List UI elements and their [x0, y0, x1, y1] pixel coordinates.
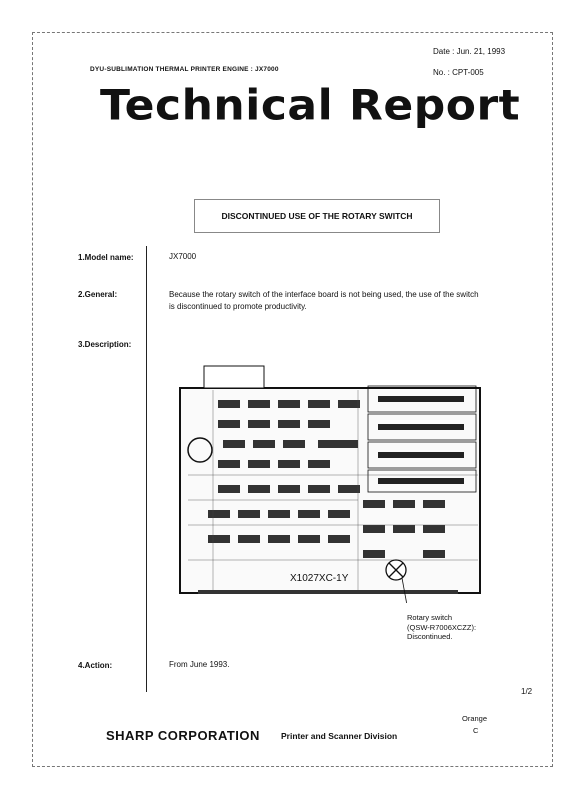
stamp-line-2: C [473, 726, 479, 735]
report-date: Date : Jun. 21, 1993 [433, 47, 506, 56]
model-value: JX7000 [169, 252, 197, 261]
action-label: 4.Action: [78, 661, 113, 670]
report-title: Technical Report [100, 81, 521, 130]
subject-box [194, 199, 440, 233]
rotary-switch-callout [407, 613, 497, 642]
action-value: From June 1993. [169, 660, 230, 669]
subject-text: DISCONTINUED USE OF THE ROTARY SWITCH [221, 211, 413, 221]
callout-line-1: Rotary switch [407, 613, 453, 622]
stamp-line-1: Orange [462, 714, 488, 723]
page-number: 1/2 [521, 687, 533, 696]
report-number: No. : CPT-005 [433, 68, 484, 77]
callout-line-3: Discontinued. [407, 632, 453, 641]
description-label: 3.Description: [78, 340, 132, 349]
model-label: 1.Model name: [78, 253, 134, 262]
general-line-1: Because the rotary switch of the interface board is not being used, the use of the switch [169, 290, 479, 299]
board-label: X1027XC-1Y [290, 573, 349, 584]
division-name: Printer and Scanner Division [281, 731, 398, 741]
general-line-2: is discontinued to promote productivity. [169, 302, 307, 311]
company-name: SHARP CORPORATION [106, 728, 260, 743]
interface-board-image [178, 360, 484, 603]
section-divider [146, 246, 147, 692]
general-label: 2.General: [78, 290, 118, 299]
callout-line-2: (QSW-R7006XCZZ): [407, 622, 477, 632]
engine-line: DYU-SUBLIMATION THERMAL PRINTER ENGINE : JX7000 [90, 66, 279, 73]
